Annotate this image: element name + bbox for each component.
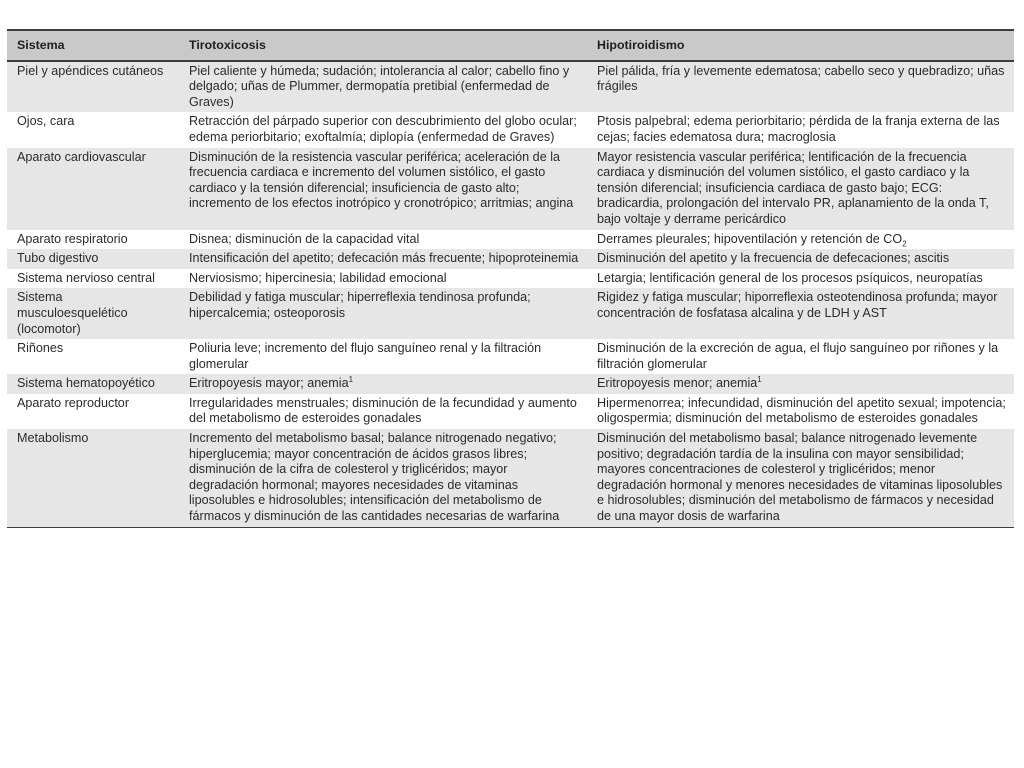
table-row xyxy=(7,148,1014,230)
hipotiroidismo-cell: Mayor resistencia vascular periférica; lentificación de la frecuencia cardiaca y disminución del volumen sistólico, el gasto cardiaco y la tensión diferencial; insuficiencia cardiaca de gasto bajo; ECG: bradicardia, prolongación del intervalo PR, aplanamiento de la onda T, bajo voltaje y derrame pericárdico xyxy=(597,149,989,226)
sistema-cell: Metabolismo xyxy=(17,431,89,446)
hipotiroidismo-cell: Piel pálida, fría y levemente edematosa; cabello seco y quebradizo; uñas frágiles xyxy=(597,63,1005,94)
footnote-marker: 1 xyxy=(757,375,762,385)
sistema-cell: Piel y apéndices cutáneos xyxy=(17,63,164,78)
tirotoxicosis-cell: Piel caliente y húmeda; sudación; intolerancia al calor; cabello fino y delgado; uñas de Plummer, dermopatía pretibial (enfermedad de Graves) xyxy=(189,63,570,109)
hipotiroidismo-cell xyxy=(587,374,1014,394)
sistema-cell: Riñones xyxy=(17,341,64,356)
sistema-cell: Ojos, cara xyxy=(17,114,75,129)
tirotoxicosis-cell: Incremento del metabolismo basal; balance nitrogenado negativo; hiperglucemia; mayor concentración de ácidos grasos libres; disminución de la cifra de colesterol y triglicéridos; mayor degradación hormonal; mayores necesidades de vitaminas liposolubles e hidrosolubles; intensificación del metabolismo de fármacos y disminución de las cantidades necesarias de warfarina xyxy=(189,431,560,524)
hipotiroidismo-cell: Ptosis palpebral; edema periorbitario; pérdida de la franja externa de las cejas; facies edematosa dura; macroglosia xyxy=(597,114,1000,144)
tirotoxicosis-cell: Nerviosismo; hipercinesia; labilidad emocional xyxy=(189,270,447,285)
tirotoxicosis-cell: Irregularidades menstruales; disminución de la fecundidad y aumento del metabolismo de esteroides gonadales xyxy=(189,395,577,426)
table-row xyxy=(7,230,1014,250)
table-row xyxy=(7,339,1014,374)
hipotiroidismo-cell: Disminución del apetito y la frecuencia de defecaciones; ascitis xyxy=(597,251,950,266)
hipotiroidismo-cell: Disminución de la excreción de agua, el flujo sanguíneo por riñones y la filtración glomerular xyxy=(597,341,999,371)
table-header xyxy=(7,30,1014,61)
tirotoxicosis-cell xyxy=(179,374,587,394)
footnote-marker: 1 xyxy=(348,375,354,385)
header-row xyxy=(7,30,1014,61)
table-row xyxy=(7,249,1014,269)
header-tirotoxicosis: Tirotoxicosis xyxy=(189,38,266,52)
table-row xyxy=(7,429,1014,527)
sistema-cell: Sistema nervioso central xyxy=(17,270,155,285)
header-hipotiroidismo: Hipotiroidismo xyxy=(597,38,685,52)
tirotoxicosis-cell: Disminución de la resistencia vascular periférica; aceleración de la frecuencia cardiaca e incremento del volumen sistólico, el gasto cardiaco y la tensión diferencial; insuficiencia de gasto alto; incremento de los efectos inotrópico y cronotrópico; arritmias; angina xyxy=(189,149,574,211)
sistema-cell: Aparato cardiovascular xyxy=(17,149,146,164)
hipotiroidismo-cell xyxy=(587,230,1014,250)
hipotiroidismo-cell: Disminución del metabolismo basal; balance nitrogenado levemente positivo; degradación tardía de la insulina con mayor sensibilidad; mayores concentraciones de colesterol y triglicéridos; menor degradación hormonal y menores necesidades de vitaminas liposolubles e hidrosolubles; disminución del metabolismo de fármacos y necesidad de una mayor dosis de warfarina xyxy=(597,431,1003,524)
cell-text: Eritropoyesis menor; anemia xyxy=(597,376,758,391)
hipotiroidismo-cell: Letargia; lentificación general de los procesos psíquicos, neuropatías xyxy=(597,270,983,285)
table-row xyxy=(7,394,1014,429)
comparison-table xyxy=(7,29,1014,528)
tirotoxicosis-cell: Intensificación del apetito; defecación más frecuente; hipoproteinemia xyxy=(189,251,579,266)
sistema-cell: Tubo digestivo xyxy=(17,251,99,266)
header-sistema: Sistema xyxy=(17,38,65,52)
sistema-cell: Sistema hematopoyético xyxy=(17,376,155,391)
table-row xyxy=(7,61,1014,113)
tirotoxicosis-cell: Disnea; disminución de la capacidad vital xyxy=(189,231,420,246)
cell-text: Eritropoyesis mayor; anemia xyxy=(189,376,349,391)
subscript: 2 xyxy=(902,239,907,249)
table-row xyxy=(7,288,1014,339)
tirotoxicosis-cell: Debilidad y fatiga muscular; hiperreflexia tendinosa profunda; hipercalcemia; osteoporosis xyxy=(189,290,531,320)
tirotoxicosis-cell: Poliuria leve; incremento del flujo sanguíneo renal y la filtración glomerular xyxy=(189,341,542,371)
table-row xyxy=(7,112,1014,147)
sistema-cell: Aparato reproductor xyxy=(17,395,130,410)
hipotiroidismo-cell: Rigidez y fatiga muscular; hiporreflexia osteotendinosa profunda; mayor concentración de fosfatasa alcalina y de LDH y AST xyxy=(597,290,998,320)
cell-text: Derrames pleurales; hipoventilación y retención de CO xyxy=(597,231,903,246)
table-body xyxy=(7,61,1014,528)
table-row xyxy=(7,374,1014,394)
tirotoxicosis-cell: Retracción del párpado superior con descubrimiento del globo ocular; edema periorbitario; exoftalmía; diplopía (enfermedad de Graves) xyxy=(189,114,577,144)
table-row xyxy=(7,269,1014,289)
hipotiroidismo-cell: Hipermenorrea; infecundidad, disminución del apetito sexual; impotencia; oligospermia; disminución del metabolismo de esteroides gonadales xyxy=(597,395,1006,426)
sistema-cell: Sistema musculoesquelético (locomotor) xyxy=(17,290,128,336)
sistema-cell: Aparato respiratorio xyxy=(17,231,128,246)
